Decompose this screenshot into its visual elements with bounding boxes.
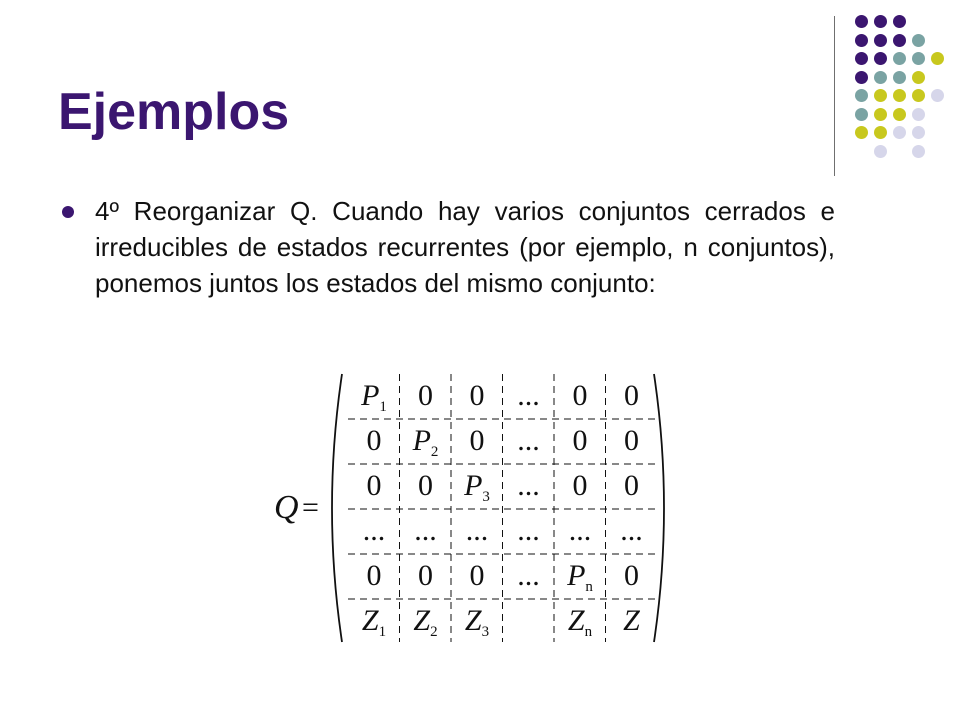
matrix-cell: 0 (572, 469, 588, 502)
matrix-lhs: Q (274, 489, 299, 526)
matrix-cell: $P_2$ (412, 424, 439, 460)
bullet-icon (62, 206, 74, 218)
decorative-dot (874, 89, 887, 102)
decorative-dot (893, 89, 906, 102)
matrix-cell: 0 (366, 559, 382, 592)
matrix-cell: 0 (469, 559, 485, 592)
matrix-cell: ... (517, 469, 540, 502)
matrix-cell: ... (414, 514, 437, 547)
matrix-cell: $P_n$ (567, 559, 593, 595)
decorative-dot (855, 52, 868, 65)
decorative-dot (874, 108, 887, 121)
decorative-dot (874, 71, 887, 84)
decorative-dot (893, 52, 906, 65)
matrix-cell: ... (517, 379, 540, 412)
decorative-divider (834, 16, 835, 176)
matrix-cell: ... (517, 559, 540, 592)
decorative-dot (874, 34, 887, 47)
decorative-dot (912, 34, 925, 47)
matrix-cell: 0 (624, 559, 639, 592)
matrix-cell: $Z_3$ (464, 604, 490, 640)
matrix-cell: Z (623, 604, 640, 637)
matrix-cell: ... (568, 514, 592, 547)
decorative-dot (893, 15, 906, 28)
decorative-dot (912, 89, 925, 102)
decorative-dot (912, 145, 925, 158)
matrix-cell: 0 (624, 379, 639, 412)
matrix-equation (270, 368, 670, 648)
decorative-dot (912, 126, 925, 139)
decorative-dot (874, 52, 887, 65)
decorative-dot (912, 108, 925, 121)
matrix-cell: $Z_1$ (361, 604, 387, 640)
equals-sign: = (302, 491, 319, 524)
matrix-cell: $P_3$ (464, 469, 490, 505)
matrix-cell: ... (465, 514, 489, 547)
decorative-dot (931, 52, 944, 65)
bullet-text: 4º Reorganizar Q. Cuando hay varios conjuntos cerrados e irreducibles de estados recurrentes (por ejemplo, n conjuntos), ponemos juntos los estados del mismo conjunto: (95, 196, 835, 298)
matrix-cell: 0 (418, 559, 433, 592)
slide-title: Ejemplos (58, 83, 290, 141)
matrix-cell: ... (517, 514, 540, 547)
decorative-dot (893, 126, 906, 139)
decorative-dot (874, 145, 887, 158)
decorative-dot (912, 52, 925, 65)
decorative-dot (855, 89, 868, 102)
matrix-cell: 0 (366, 469, 382, 502)
decorative-dot (855, 15, 868, 28)
decorative-dot (893, 34, 906, 47)
decorative-dot (893, 108, 906, 121)
matrix-cell: 0 (418, 469, 433, 502)
decorative-dot (893, 71, 906, 84)
decorative-dot (855, 108, 868, 121)
decorative-dot (855, 71, 868, 84)
left-paren (332, 374, 342, 642)
matrix-cell: ... (517, 424, 540, 457)
matrix-cell: 0 (366, 424, 382, 457)
matrix-cell: 0 (418, 379, 433, 412)
matrix-cell: ... (620, 514, 643, 547)
decorative-dot (855, 34, 868, 47)
decorative-dot (874, 15, 887, 28)
decorative-dot (855, 126, 868, 139)
matrix-cell: 0 (624, 424, 639, 457)
decorative-dot (912, 71, 925, 84)
matrix-cell: $Z_2$ (413, 604, 438, 640)
matrix-cell: 0 (624, 469, 639, 502)
matrix-cell: 0 (572, 379, 588, 412)
matrix-cell: 0 (469, 379, 485, 412)
decorative-dot (874, 126, 887, 139)
matrix-cell: $Z_n$ (567, 604, 593, 640)
matrix-cell: 0 (469, 424, 485, 457)
matrix-cell: $P_1$ (361, 379, 387, 415)
matrix-cell: ... (362, 514, 386, 547)
matrix-cell: 0 (572, 424, 588, 457)
decorative-dot (931, 89, 944, 102)
